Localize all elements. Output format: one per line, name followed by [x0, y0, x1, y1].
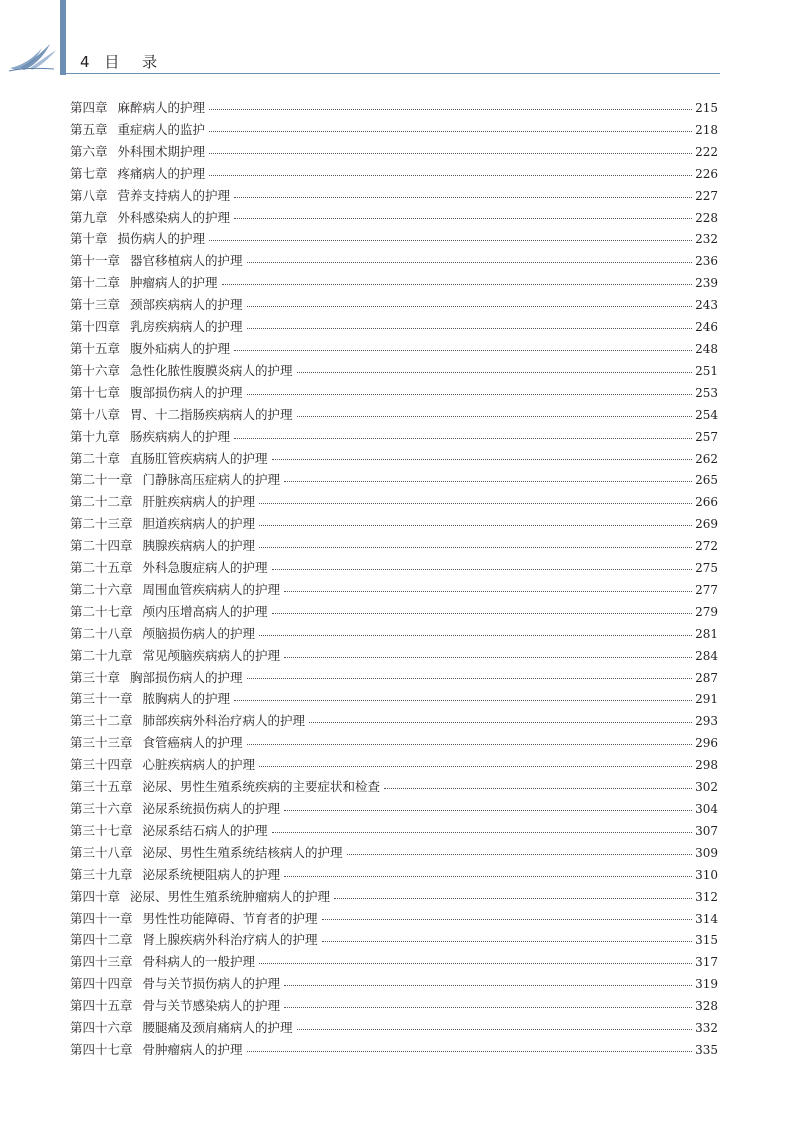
toc-leader-dots — [284, 1007, 692, 1008]
toc-leader-dots — [234, 438, 692, 439]
toc-entry[interactable] — [70, 185, 718, 207]
toc-chapter-title: 颅内压增高病人的护理 — [142, 603, 268, 619]
toc-entry[interactable] — [70, 360, 718, 382]
toc-entry[interactable] — [70, 382, 718, 404]
toc-leader-dots — [259, 766, 692, 767]
toc-chapter-title: 胰腺疾病病人的护理 — [142, 538, 256, 554]
toc-chapter-number: 第七章 — [70, 165, 108, 181]
toc-page-number: 281 — [695, 626, 718, 641]
running-header — [80, 51, 157, 72]
toc-page-number: 296 — [695, 736, 718, 751]
toc-chapter-number: 第二十五章 — [70, 560, 133, 576]
toc-page-number: 257 — [695, 429, 718, 444]
header-rule — [66, 73, 720, 74]
toc-chapter-title: 胃、十二指肠疾病病人的护理 — [130, 406, 293, 422]
toc-chapter-title: 疼痛病人的护理 — [117, 165, 206, 181]
toc-leader-dots — [297, 372, 693, 373]
toc-chapter-title: 骨科病人的一般护理 — [142, 954, 256, 970]
toc-chapter-number: 第十六章 — [70, 362, 121, 378]
toc-chapter-title: 颅脑损伤病人的护理 — [142, 625, 256, 641]
toc-chapter-title: 骨与关节感染病人的护理 — [142, 998, 281, 1014]
toc-leader-dots — [259, 503, 692, 504]
toc-chapter-number: 第四十五章 — [70, 998, 133, 1014]
toc-leader-dots — [272, 832, 693, 833]
toc-leader-dots — [284, 657, 692, 658]
toc-leader-dots — [247, 678, 693, 679]
toc-chapter-title: 直肠肛管疾病病人的护理 — [130, 450, 268, 466]
toc-chapter-number: 第八章 — [70, 187, 108, 203]
toc-chapter-title: 外科围术期护理 — [117, 143, 206, 159]
toc-chapter-title: 急性化脓性腹膜炎病人的护理 — [130, 362, 293, 378]
toc-page-number: 272 — [695, 539, 718, 554]
toc-chapter-number: 第四十四章 — [70, 976, 133, 992]
toc-entry[interactable] — [70, 973, 718, 995]
toc-entry[interactable] — [70, 820, 718, 842]
toc-chapter-title: 乳房疾病病人的护理 — [130, 319, 243, 335]
toc-chapter-number: 第三十二章 — [70, 713, 133, 729]
toc-chapter-title: 食管癌病人的护理 — [142, 735, 243, 751]
toc-chapter-title: 肠疾病病人的护理 — [130, 428, 231, 444]
toc-chapter-number: 第十九章 — [70, 428, 121, 444]
toc-chapter-number: 第九章 — [70, 209, 108, 225]
toc-chapter-number: 第十三章 — [70, 297, 121, 313]
toc-chapter-title: 泌尿系结石病人的护理 — [142, 822, 268, 838]
toc-chapter-number: 第三十六章 — [70, 801, 133, 816]
toc-page-number: 222 — [695, 144, 718, 159]
toc-chapter-number: 第二十六章 — [70, 581, 133, 597]
toc-chapter-title: 腰腿痛及颈肩痛病人的护理 — [142, 1020, 293, 1036]
toc-entry[interactable] — [70, 404, 718, 426]
toc-page-number: 307 — [695, 823, 718, 838]
toc-leader-dots — [309, 722, 692, 723]
toc-chapter-number: 第十二章 — [70, 275, 121, 291]
toc-chapter-title: 肝脏疾病病人的护理 — [142, 494, 256, 510]
toc-page-number: 302 — [695, 780, 718, 795]
toc-leader-dots — [234, 700, 692, 701]
toc-chapter-title: 泌尿系统损伤病人的护理 — [142, 801, 281, 816]
toc-chapter-number: 第三十章 — [70, 669, 121, 685]
toc-entry[interactable] — [70, 294, 718, 316]
toc-chapter-number: 第二十章 — [70, 450, 121, 466]
toc-page-number: 243 — [695, 298, 718, 313]
toc-entry[interactable] — [70, 1017, 718, 1039]
toc-entry[interactable] — [70, 535, 718, 557]
toc-chapter-title: 脓胸病人的护理 — [142, 691, 231, 707]
toc-chapter-number: 第二十三章 — [70, 516, 133, 532]
toc-chapter-number: 第二十八章 — [70, 625, 133, 641]
toc-leader-dots — [259, 635, 692, 636]
toc-leader-dots — [247, 262, 693, 263]
toc-chapter-number: 第二十一章 — [70, 472, 133, 488]
toc-page-number: 239 — [695, 276, 718, 291]
toc-entry[interactable] — [70, 864, 718, 886]
toc-entry[interactable] — [70, 886, 718, 908]
publisher-logo-icon — [6, 38, 60, 74]
toc-leader-dots — [247, 744, 693, 745]
toc-page-number: 228 — [695, 210, 718, 225]
toc-page-number: 298 — [695, 758, 718, 773]
toc-leader-dots — [384, 788, 692, 789]
toc-page-number: 262 — [695, 451, 718, 466]
toc-entry[interactable] — [70, 119, 718, 141]
toc-leader-dots — [347, 854, 693, 855]
toc-entry[interactable] — [70, 579, 718, 601]
toc-chapter-title: 骨与关节损伤病人的护理 — [142, 976, 281, 992]
toc-entry[interactable] — [70, 491, 718, 513]
page-number: 4 — [80, 53, 90, 71]
toc-chapter-number: 第二十九章 — [70, 647, 133, 663]
toc-chapter-number: 第四十三章 — [70, 954, 133, 970]
toc-entry[interactable] — [70, 623, 718, 645]
toc-leader-dots — [234, 218, 692, 219]
toc-leader-dots — [247, 306, 693, 307]
toc-page-number: 293 — [695, 714, 718, 729]
toc-leader-dots — [334, 898, 692, 899]
toc-leader-dots — [259, 547, 692, 548]
toc-chapter-title: 腹部损伤病人的护理 — [130, 384, 243, 400]
toc-page-number: 275 — [695, 561, 718, 576]
toc-chapter-number: 第三十四章 — [70, 757, 133, 773]
toc-entry[interactable] — [70, 645, 718, 667]
toc-chapter-title: 腹外疝病人的护理 — [130, 340, 231, 356]
header-accent-bar — [60, 0, 66, 75]
toc-entry[interactable] — [70, 754, 718, 776]
toc-leader-dots — [259, 963, 692, 964]
toc-entry[interactable] — [70, 448, 718, 470]
toc-chapter-number: 第四十六章 — [70, 1020, 133, 1036]
toc-leader-dots — [209, 175, 692, 176]
toc-chapter-number: 第五章 — [70, 121, 108, 137]
toc-chapter-number: 第十一章 — [70, 253, 121, 269]
toc-leader-dots — [272, 613, 693, 614]
toc-entry[interactable] — [70, 316, 718, 338]
toc-entry[interactable] — [70, 469, 718, 491]
toc-leader-dots — [247, 328, 693, 329]
toc-page-number: 266 — [695, 495, 718, 510]
toc-entry[interactable] — [70, 951, 718, 973]
toc-page-number: 215 — [695, 101, 718, 115]
toc-page-number: 253 — [695, 385, 718, 400]
section-title-char: 录 — [142, 53, 158, 71]
toc-page-number: 310 — [695, 867, 718, 882]
toc-leader-dots — [284, 591, 692, 592]
toc-leader-dots — [284, 985, 692, 986]
toc-chapter-title: 肾上腺疾病外科治疗病人的护理 — [142, 932, 318, 948]
toc-chapter-title: 泌尿、男性生殖系统结核病人的护理 — [142, 844, 343, 860]
toc-chapter-number: 第四十七章 — [70, 1041, 133, 1057]
toc-chapter-title: 泌尿、男性生殖系统疾病的主要症状和检查 — [142, 779, 381, 795]
toc-chapter-title: 泌尿系统梗阻病人的护理 — [142, 866, 281, 882]
toc-entry[interactable] — [70, 667, 718, 689]
toc-chapter-number: 第三十三章 — [70, 735, 133, 751]
toc-chapter-title: 肿瘤病人的护理 — [130, 275, 218, 291]
toc-chapter-number: 第十章 — [70, 231, 108, 247]
toc-leader-dots — [209, 131, 692, 132]
toc-chapter-title: 颈部疾病病人的护理 — [130, 297, 243, 313]
toc-leader-dots — [284, 481, 692, 482]
toc-chapter-title: 麻醉病人的护理 — [117, 100, 206, 115]
toc-leader-dots — [247, 394, 693, 395]
toc-page-number: 218 — [695, 122, 718, 137]
toc-chapter-number: 第四十二章 — [70, 932, 133, 948]
toc-entry[interactable] — [70, 141, 718, 163]
section-title-char: 目 — [104, 53, 120, 71]
toc-entry[interactable] — [70, 688, 718, 710]
toc-page-number: 246 — [695, 320, 718, 335]
toc-entry[interactable] — [70, 601, 718, 623]
toc-leader-dots — [234, 350, 692, 351]
toc-chapter-title: 器官移植病人的护理 — [130, 253, 243, 269]
toc-chapter-title: 门静脉高压症病人的护理 — [142, 472, 281, 488]
toc-page-number: 284 — [695, 648, 718, 663]
toc-entry[interactable] — [70, 842, 718, 864]
toc-chapter-number: 第三十五章 — [70, 779, 133, 795]
toc-page-number: 265 — [695, 473, 718, 488]
toc-chapter-title: 骨肿瘤病人的护理 — [142, 1041, 243, 1057]
toc-chapter-title: 损伤病人的护理 — [117, 231, 206, 247]
toc-page-number: 236 — [695, 254, 718, 269]
toc-page-number: 279 — [695, 604, 718, 619]
toc-chapter-title: 心脏疾病病人的护理 — [142, 757, 256, 773]
toc-page-number: 317 — [695, 955, 718, 970]
toc-page-number: 232 — [695, 232, 718, 247]
table-of-contents — [70, 97, 718, 1061]
toc-leader-dots — [272, 569, 693, 570]
toc-leader-dots — [209, 109, 692, 110]
toc-chapter-title: 胆道疾病病人的护理 — [142, 516, 256, 532]
toc-page-number: 328 — [695, 999, 718, 1014]
toc-entry[interactable] — [70, 908, 718, 930]
toc-leader-dots — [247, 1051, 693, 1052]
toc-page-number: 319 — [695, 977, 718, 992]
toc-leader-dots — [234, 197, 692, 198]
toc-page-number: 254 — [695, 407, 718, 422]
toc-chapter-number: 第十五章 — [70, 340, 121, 356]
toc-chapter-number: 第十四章 — [70, 319, 121, 335]
toc-page-number: 332 — [695, 1021, 718, 1036]
toc-chapter-number: 第四十章 — [70, 888, 121, 904]
toc-entry[interactable] — [70, 250, 718, 272]
toc-entry[interactable] — [70, 513, 718, 535]
toc-chapter-title: 营养支持病人的护理 — [117, 187, 231, 203]
toc-entry[interactable] — [70, 207, 718, 229]
toc-chapter-number: 第三十七章 — [70, 822, 133, 838]
toc-page-number: 277 — [695, 582, 718, 597]
toc-entry[interactable] — [70, 338, 718, 360]
toc-leader-dots — [284, 810, 692, 811]
toc-chapter-number: 第十七章 — [70, 384, 121, 400]
toc-chapter-title: 肺部疾病外科治疗病人的护理 — [142, 713, 306, 729]
toc-chapter-number: 第二十四章 — [70, 538, 133, 554]
toc-leader-dots — [322, 919, 693, 920]
toc-chapter-number: 第三十一章 — [70, 691, 133, 707]
toc-entry[interactable] — [70, 228, 718, 250]
toc-leader-dots — [209, 153, 692, 154]
toc-page-number: 251 — [695, 363, 718, 378]
toc-chapter-title: 男性性功能障碍、节育者的护理 — [142, 910, 318, 926]
toc-chapter-title: 外科急腹症病人的护理 — [142, 560, 268, 576]
toc-chapter-title: 常见颅脑疾病病人的护理 — [142, 647, 281, 663]
toc-entry[interactable] — [70, 163, 718, 185]
toc-page-number: 227 — [695, 188, 718, 203]
toc-chapter-number: 第三十九章 — [70, 866, 133, 882]
toc-leader-dots — [297, 1029, 693, 1030]
toc-page-number: 314 — [695, 911, 718, 926]
toc-leader-dots — [284, 876, 692, 877]
toc-chapter-number: 第四章 — [70, 100, 108, 115]
toc-chapter-number: 第二十二章 — [70, 494, 133, 510]
toc-leader-dots — [297, 416, 693, 417]
toc-page-number: 291 — [695, 692, 718, 707]
toc-entry[interactable] — [70, 557, 718, 579]
toc-entry[interactable] — [70, 798, 718, 820]
toc-page-number: 335 — [695, 1042, 718, 1057]
toc-page-number: 269 — [695, 517, 718, 532]
toc-chapter-title: 泌尿、男性生殖系统肿瘤病人的护理 — [130, 888, 331, 904]
toc-chapter-title: 周围血管疾病病人的护理 — [142, 581, 281, 597]
toc-entry[interactable] — [70, 732, 718, 754]
toc-chapter-number: 第三十八章 — [70, 844, 133, 860]
toc-chapter-title: 外科感染病人的护理 — [117, 209, 231, 225]
toc-page-number: 304 — [695, 802, 718, 816]
toc-leader-dots — [259, 525, 692, 526]
toc-chapter-number: 第二十七章 — [70, 603, 133, 619]
toc-page-number: 309 — [695, 845, 718, 860]
toc-entry[interactable] — [70, 710, 718, 732]
toc-page-number: 315 — [695, 933, 718, 948]
toc-entry[interactable] — [70, 272, 718, 294]
toc-entry[interactable] — [70, 995, 718, 1017]
toc-chapter-number: 第四十一章 — [70, 910, 133, 926]
toc-chapter-number: 第十八章 — [70, 406, 121, 422]
toc-page-number: 226 — [695, 166, 718, 181]
toc-leader-dots — [272, 459, 693, 460]
toc-entry[interactable] — [70, 1039, 718, 1061]
toc-chapter-number: 第六章 — [70, 143, 108, 159]
toc-entry[interactable] — [70, 776, 718, 798]
toc-page-number: 248 — [695, 341, 718, 356]
toc-entry[interactable] — [70, 97, 718, 119]
toc-entry[interactable] — [70, 929, 718, 951]
toc-leader-dots — [209, 240, 692, 241]
toc-chapter-title: 重症病人的监护 — [117, 121, 206, 137]
toc-leader-dots — [222, 284, 693, 285]
toc-entry[interactable] — [70, 426, 718, 448]
toc-leader-dots — [322, 941, 693, 942]
toc-chapter-title: 胸部损伤病人的护理 — [130, 669, 243, 685]
toc-page-number: 312 — [695, 889, 718, 904]
toc-page-number: 287 — [695, 670, 718, 685]
